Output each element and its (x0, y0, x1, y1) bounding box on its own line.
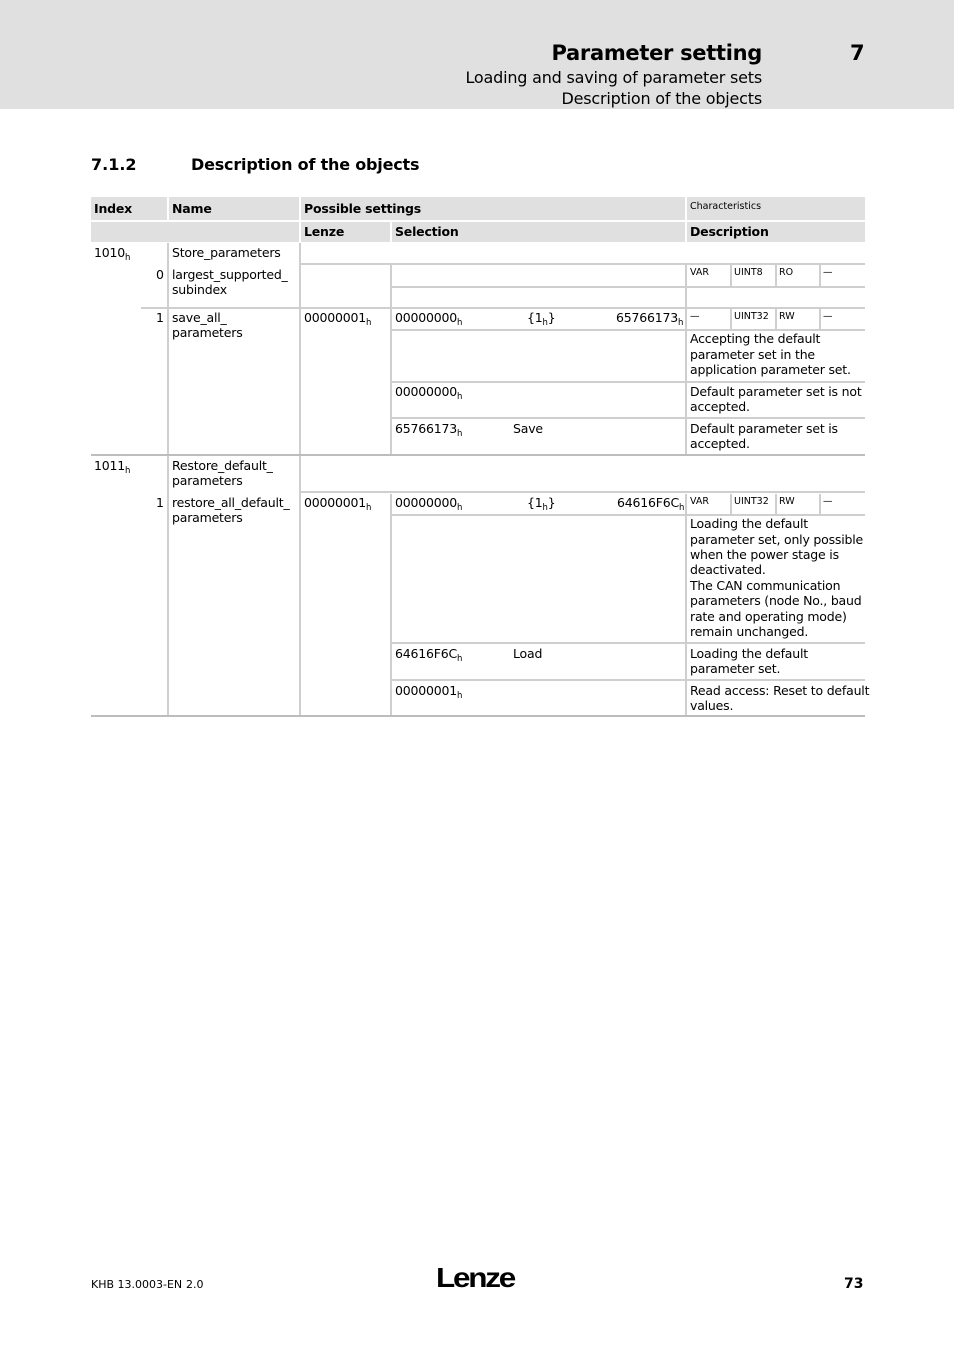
grid-line (685, 494, 687, 716)
object-index-1011: $1011_h$ (94, 458, 131, 476)
grid-line (91, 715, 865, 717)
subindex-name: parameters (172, 510, 243, 525)
lenze-logo (436, 1262, 516, 1296)
object-index-1010: $1010_h$ (94, 245, 131, 263)
option-description: Read access: Reset to default (690, 683, 870, 698)
option-description: Default parameter set is not (690, 384, 862, 399)
grid-line (301, 263, 865, 265)
selection-step: $\{1_h\}$ (527, 310, 556, 328)
grid-line (167, 243, 169, 716)
subindex-name: save_all_ (172, 310, 227, 325)
grid-line (819, 309, 821, 330)
grid-line (91, 454, 865, 456)
subindex-number: 1 (156, 495, 164, 510)
grid-line (141, 307, 865, 309)
selection-min: $00000000_h$ (395, 495, 463, 513)
col-header-characteristics: Characteristics (690, 201, 762, 212)
lenze-logo-text: Lenze (436, 1262, 516, 1292)
col-header-selection: Selection (395, 224, 459, 239)
lenze-default: $00000001_h$ (304, 310, 372, 328)
grid-line (775, 309, 777, 330)
description-line: parameters (node No., baud (690, 593, 862, 608)
char-data-type: UINT32 (734, 311, 769, 322)
description-line: Loading the default (690, 516, 808, 531)
selection-step: $\{1_h\}$ (527, 495, 556, 513)
grid-line (730, 309, 732, 330)
selection-max: $65766173_h$ (616, 310, 684, 328)
page-header (0, 0, 954, 109)
grid-line (730, 494, 732, 515)
grid-line (392, 642, 865, 644)
description-line: deactivated. (690, 562, 766, 577)
option-description: Loading the default (690, 646, 808, 661)
description-line: Accepting the default (690, 331, 821, 346)
grid-line (775, 265, 777, 287)
description-line: The CAN communication (690, 578, 841, 593)
selection-max: $64616F6C_h$ (617, 495, 685, 513)
col-header-description: Description (690, 224, 769, 239)
char-mapping: — (823, 311, 833, 322)
subsection-subtitle: Description of the objects (561, 89, 762, 108)
col-header-index: Index (94, 201, 133, 216)
subindex-name: parameters (172, 325, 243, 340)
subindex-name: subindex (172, 282, 227, 297)
option-description: accepted. (690, 399, 750, 414)
selection-min: $00000000_h$ (395, 310, 463, 328)
option-value: $00000001_h$ (395, 683, 463, 701)
char-access-rights: RW (779, 311, 795, 322)
grid-line (392, 286, 865, 288)
section-title: Description of the objects (191, 155, 420, 174)
option-value: $65766173_h$ (395, 421, 463, 439)
option-description: Default parameter set is (690, 421, 838, 436)
grid-line (299, 243, 301, 716)
chapter-number: 7 (850, 41, 865, 65)
char-data-type: UINT8 (734, 267, 763, 278)
grid-line (390, 494, 392, 716)
grid-line (730, 265, 732, 287)
grid-line (819, 494, 821, 515)
lenze-default: $00000001_h$ (304, 495, 372, 513)
description-line: remain unchanged. (690, 624, 809, 639)
char-access-type: — (690, 311, 700, 322)
object-name: parameters (172, 473, 243, 488)
section-number: 7.1.2 (91, 155, 137, 174)
col-header-lenze: Lenze (304, 224, 345, 239)
char-data-type: UINT32 (734, 496, 769, 507)
description-line: when the power stage is (690, 547, 839, 562)
header-cell-blank (91, 222, 299, 242)
object-name: Restore_default_ (172, 458, 273, 473)
col-header-name: Name (172, 201, 212, 216)
grid-line (392, 417, 865, 419)
grid-line (392, 679, 865, 681)
option-value: $00000000_h$ (395, 384, 463, 402)
char-access-rights: RO (779, 267, 794, 278)
option-label: Save (513, 421, 543, 436)
description-line: parameter set in the (690, 347, 815, 362)
grid-line (775, 494, 777, 515)
object-name: Store_parameters (172, 245, 281, 260)
description-line: rate and operating mode) (690, 609, 847, 624)
option-description: accepted. (690, 436, 750, 451)
grid-line (301, 491, 865, 493)
option-description: parameter set. (690, 661, 781, 676)
document-code: KHB 13.0003-EN (91, 1278, 183, 1291)
subindex-number: 0 (156, 267, 164, 282)
grid-line (392, 381, 865, 383)
char-mapping: — (823, 267, 833, 278)
option-value: $64616F6C_h$ (395, 646, 463, 664)
subindex-name: restore_all_default_ (172, 495, 290, 510)
description-line: application parameter set. (690, 362, 851, 377)
chapter-title: Parameter setting (551, 41, 762, 65)
char-mapping: — (823, 496, 833, 507)
option-description: values. (690, 698, 734, 713)
description-line: parameter set, only possible (690, 532, 864, 547)
page-number: 73 (844, 1276, 864, 1292)
char-access-type: VAR (690, 496, 709, 507)
grid-line (819, 265, 821, 287)
subindex-number: 1 (156, 310, 164, 325)
document-version: 2.0 (186, 1278, 204, 1291)
char-access-rights: RW (779, 496, 795, 507)
option-label: Load (513, 646, 543, 661)
char-access-type: VAR (690, 267, 709, 278)
subindex-name: largest_supported_ (172, 267, 288, 282)
section-subtitle: Loading and saving of parameter sets (465, 68, 762, 87)
col-header-possible-settings: Possible settings (304, 201, 422, 216)
